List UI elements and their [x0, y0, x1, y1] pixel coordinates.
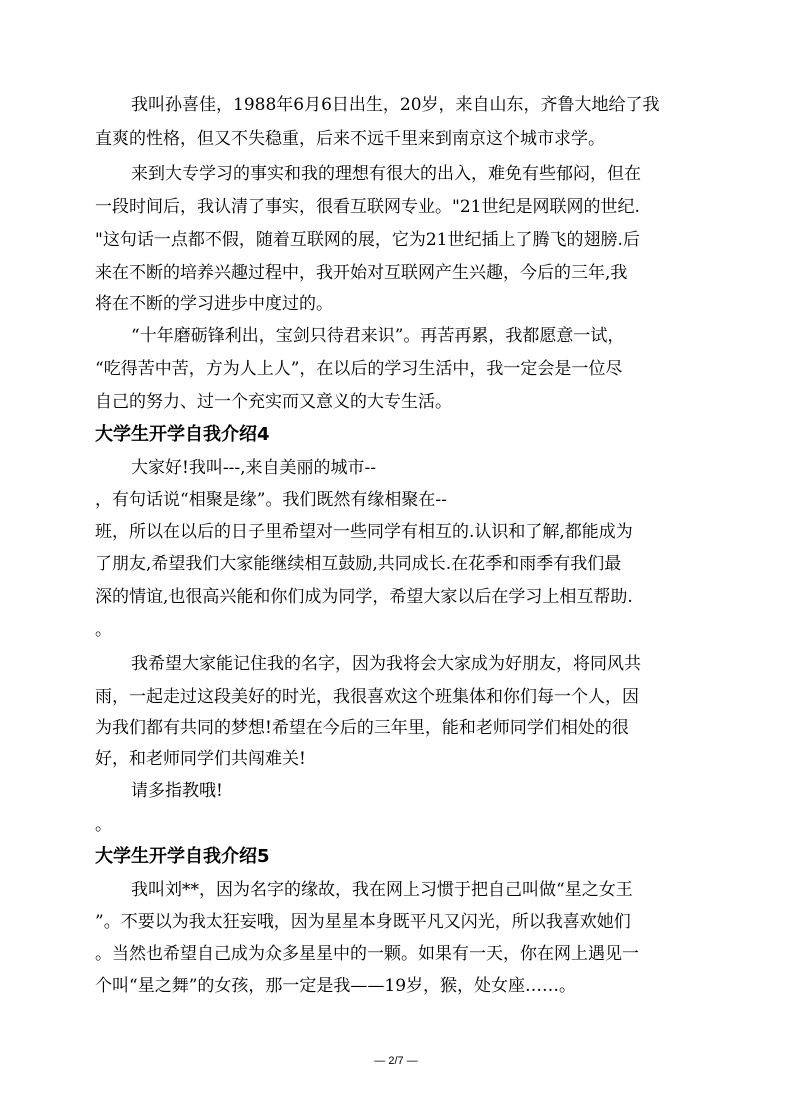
paragraph-line: “十年磨砺锋利出，宝剑只待君来识”。再苦再累，我都愿意一试， — [131, 326, 625, 346]
paragraph-line: 好，和老师同学们共闯难关! — [95, 749, 306, 769]
paragraph-line: 为我们都有共同的梦想!希望在今后的三年里，能和老师同学们相处的很 — [95, 718, 629, 738]
paragraph-line: 大家好!我叫---,来自美丽的城市-- — [131, 458, 376, 478]
paragraph-line: 直爽的性格，但又不失稳重，后来不远千里来到南京这个城市求学。 — [95, 129, 605, 149]
paragraph-line: 一段时间后，我认清了事实，很看互联网专业。"21世纪是网联网的世纪. — [95, 197, 640, 217]
paragraph-line: 。 — [95, 815, 112, 835]
paragraph-line: 来在不断的培养兴趣过程中，我开始对互联网产生兴趣，今后的三年,我 — [95, 263, 628, 283]
paragraph-line: 深的情谊,也很高兴能和你们成为同学，希望大家以后在学习上相互帮助. — [95, 587, 633, 607]
paragraph-line: ”。不要以为我太狂妄哦，因为星星本身既平凡又闪光，所以我喜欢她们 — [95, 912, 631, 932]
paragraph-line: 自己的努力、过一个充实而又意义的大专生活。 — [95, 392, 452, 412]
paragraph-line: 了朋友,希望我们大家能继续相互鼓励,共同成长.在花季和雨季有我们最 — [95, 554, 622, 574]
paragraph-line: 来到大专学习的事实和我的理想有很大的出入，难免有些郁闷，但在 — [131, 164, 641, 184]
paragraph-line: “吃得苦中苦，方为人上人”，在以后的学习生活中，我一定会是一位尽 — [95, 359, 623, 379]
paragraph-line: 请多指教哦! — [131, 781, 223, 801]
paragraph-line: 我叫孙喜佳，1988年6月6日出生，20岁，来自山东，齐鲁大地给了我 — [131, 95, 660, 115]
section-heading: 大学生开学自我介绍5 — [95, 846, 270, 867]
paragraph-line: ，有句话说“相聚是缘”。我们既然有缘相聚在-- — [95, 490, 447, 510]
paragraph-line: 雨，一起走过这段美好的时光，我很喜欢这个班集体和你们每一个人，因 — [95, 687, 639, 707]
paragraph-line: 我叫刘**，因为名字的缘故，我在网上习惯于把自己叫做“星之女王 — [131, 880, 633, 900]
paragraph-line: "这句话一点都不假，随着互联网的展，它为21世纪插上了腾飞的翅膀.后 — [95, 230, 640, 250]
section-heading: 大学生开学自我介绍4 — [95, 424, 270, 445]
paragraph-line: 。 — [95, 620, 112, 640]
paragraph-line: 个叫“星之舞”的女孩，那一定是我——19岁，猴，处女座……。 — [95, 976, 577, 996]
paragraph-line: 。当然也希望自己成为众多星星中的一颗。如果有一天，你在网上遇见一 — [95, 944, 639, 964]
paragraph-line: 我希望大家能记住我的名字，因为我将会大家成为好朋友，将同风共 — [131, 654, 641, 674]
page-number: — 2/7 — — [374, 1055, 418, 1067]
paragraph-line: 班，所以在以后的日子里希望对一些同学有相互的.认识和了解,都能成为 — [95, 522, 633, 542]
paragraph-line: 将在不断的学习进步中度过的。 — [95, 294, 333, 314]
